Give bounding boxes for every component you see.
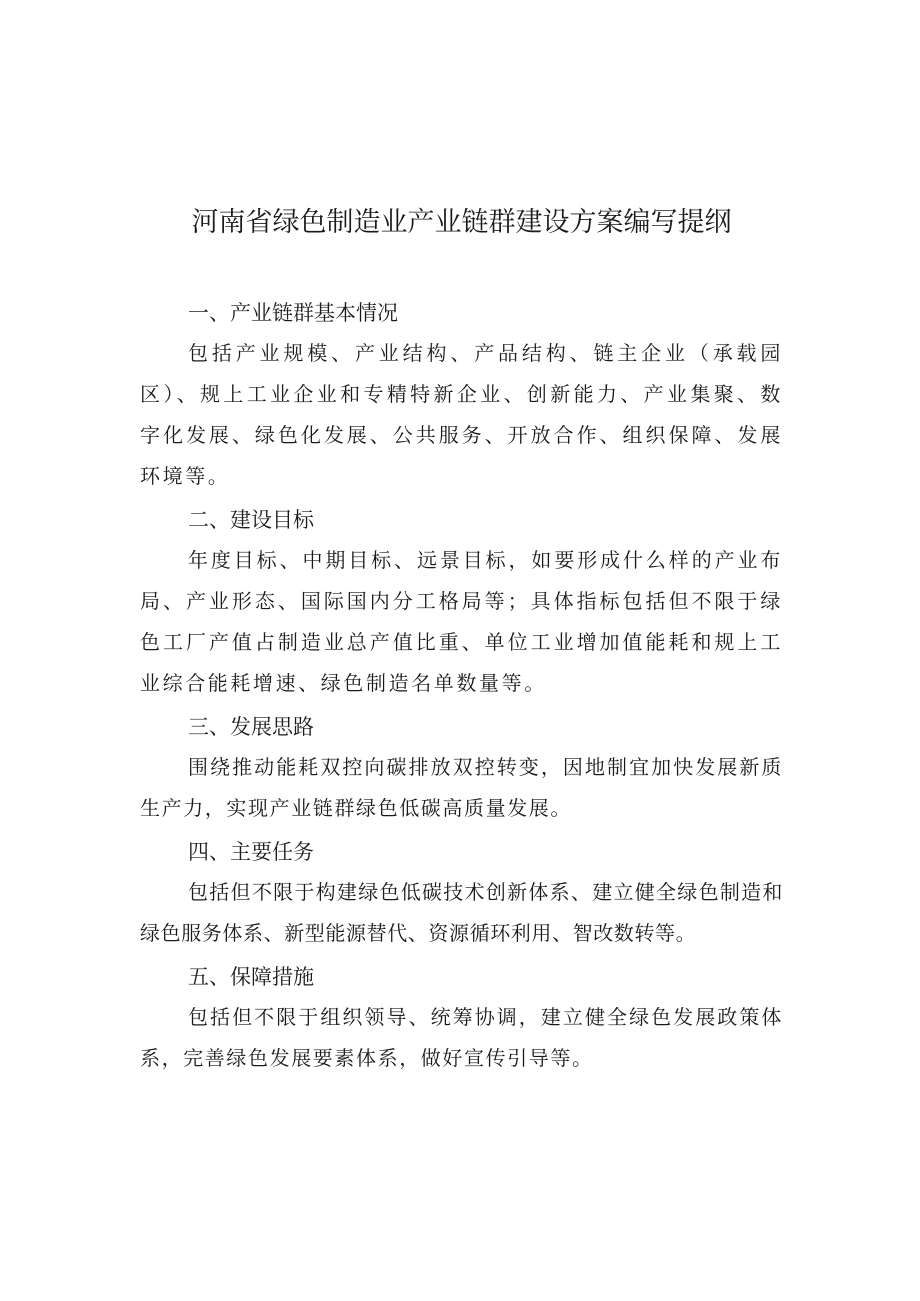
section-body: 包括产业规模、产业结构、产品结构、链主企业（承载园区）、规上工业企业和专精特新企业、创新能力、产业集聚、数字化发展、绿色化发展、公共服务、开放合作、组织保障、发展环境等。 [140, 341, 783, 488]
section-body: 包括但不限于构建绿色低碳技术创新体系、建立健全绿色制造和绿色服务体系、新型能源替代、资源循环利用、智改数转等。 [140, 880, 783, 945]
section-heading: 三、发展思路 [188, 715, 314, 739]
section-body: 围绕推动能耗双控向碳排放双控转变，因地制宜加快发展新质生产力，实现产业链群绿色低碳高质量发展。 [140, 755, 783, 820]
document-title: 河南省绿色制造业产业链群建设方案编写提纲 [191, 207, 732, 238]
section-development-ideas [140, 707, 783, 829]
section-safeguard-measures [140, 957, 783, 1079]
section-heading: 五、保障措施 [188, 965, 314, 989]
section-heading: 二、建设目标 [188, 508, 314, 532]
section-main-tasks [140, 832, 783, 954]
document-page [140, 200, 783, 1082]
section-heading: 一、产业链群基本情况 [188, 301, 398, 325]
section-body: 年度目标、中期目标、远景目标，如要形成什么样的产业布局、产业形态、国际国内分工格局等；具体指标包括但不限于绿色工厂产值占制造业总产值比重、单位工业增加值能耗和规上工业综合能耗增速、绿色制造名单数量等。 [140, 548, 783, 695]
section-construction-goals [140, 500, 783, 704]
section-body: 包括但不限于组织领导、统筹协调，建立健全绿色发展政策体系，完善绿色发展要素体系，做好宣传引导等。 [140, 1005, 783, 1070]
section-heading: 四、主要任务 [188, 840, 314, 864]
section-basic-situation [140, 293, 783, 497]
